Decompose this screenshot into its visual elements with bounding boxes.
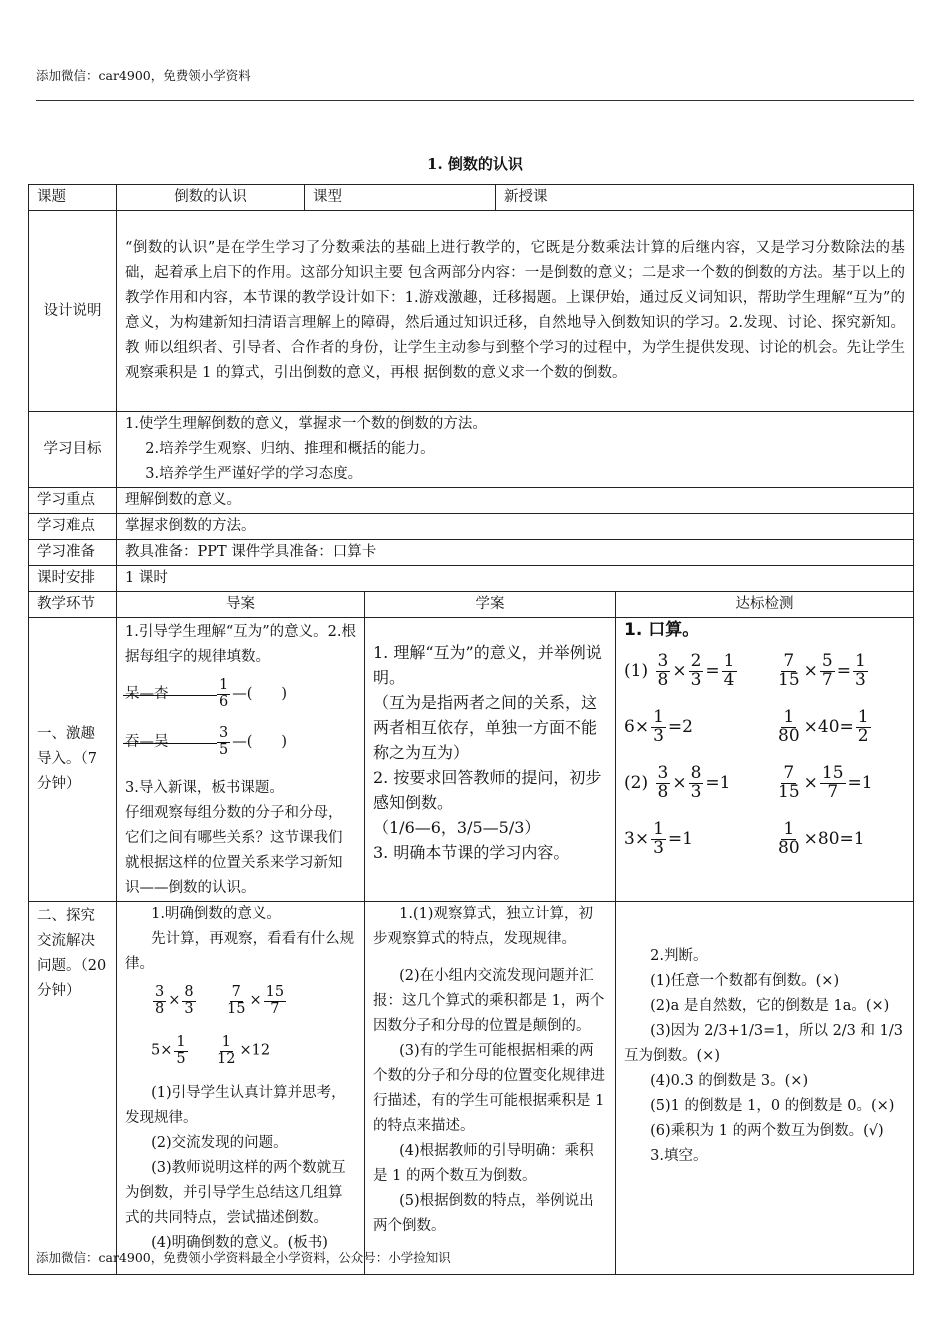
design-text: “倒数的认识”是在学生学习了分数乘法的基础上进行教学的，它既是分数乘法计算的后继内容，又是学习分数除法的基础，起着承上启下的作用。这部分知识主要 包含两部分内容：一是倒数的意义；二是求一个数的倒数的方法。基于以上的教学作用和内容，本节课的教学设计如下：1.游戏激趣，迁移揭题。上课伊始，通过反义词知识，帮助学生理解“互为”的意义，为构建新知扫清语言理解上的障碍，然后通过知识迁移，自然地导入倒数知识的学习。2.发现、讨论、探究新知。教 师以组织者、引导者、合作者的身份，让学生主动参与到整个学习的过程中，为学生提供发现、讨论的机会。先让学生观察乘积是 1 的算式，引出倒数的意义，再根 据倒数的意义求一个数的倒数。: [117, 211, 914, 412]
column-header-row: [29, 592, 914, 618]
topic-value: 倒数的认识: [117, 185, 305, 211]
example-expr: $\frac{7}{15}$ × $\frac{15}{7}$: [227, 984, 285, 1017]
preparation-row: [29, 540, 914, 566]
guide-intro: 1.引导学生理解“互为”的意义。2.根据每组字的规律填数。: [125, 624, 356, 665]
blank: —( ): [232, 733, 288, 750]
design-row: [29, 211, 914, 412]
type-value: 新授课: [496, 185, 914, 211]
math-expr: (1) $\frac{3}{8}$ × $\frac{2}{3}$ = $\frac{1}{4}$: [624, 650, 735, 690]
check-title: 2.判断。: [650, 948, 708, 964]
study-line: 1.(1)观察算式，独立计算，初步观察算式的特点，发现规律。: [373, 906, 593, 947]
check-item: (1)任意一个数都有倒数。(×): [650, 973, 840, 989]
difficulty-value: 掌握求倒数的方法。: [117, 514, 914, 540]
word-pair-text: 呆—杏: [125, 682, 215, 707]
guide-line: (3)教师说明这样的两个数就互为倒数，并引导学生总结这几组算式的共同特点，尝试描述倒数。: [125, 1160, 346, 1226]
word-pair-text: 吞—吴: [125, 730, 215, 755]
section-2-check: [616, 902, 914, 1275]
guide-line: (1)引导学生认真计算并思考，发现规律。: [125, 1085, 346, 1126]
key-row: [29, 488, 914, 514]
goal-item: 2.培养学生观察、归纳、推理和概括的能力。: [145, 441, 435, 457]
section-1-row: [29, 618, 914, 902]
check-item: (2)a 是自然数，它的倒数是 1a。(×): [650, 998, 890, 1014]
preparation-value: 教具准备：PPT 课件学具准备：口算卡: [117, 540, 914, 566]
difficulty-label: 学习难点: [29, 514, 117, 540]
schedule-row: [29, 566, 914, 592]
math-expr: 6× $\frac{1}{3}$ =2: [624, 706, 693, 746]
section-2-row: [29, 902, 914, 1275]
study-line: 3. 明确本节课的学习内容。: [373, 843, 570, 862]
check-item: (4)0.3 的倒数是 3。(×): [650, 1073, 809, 1089]
check-item: 3.填空。: [650, 1148, 708, 1164]
fraction: $\frac{1}{6}$: [219, 677, 229, 710]
page-header: 添加微信：car4900，免费领小学资料: [36, 68, 251, 83]
study-line: (5)根据倒数的特点，举例说出两个倒数。: [373, 1193, 594, 1234]
math-expr: 3× $\frac{1}{3}$ =1: [624, 818, 693, 858]
math-expr: (2) $\frac{3}{8}$ × $\frac{8}{3}$ =1: [624, 762, 731, 802]
study-line: 2. 按要求回答教师的提问，初步感知倒数。: [373, 768, 602, 812]
example-expr: 5× $\frac{1}{5}$: [151, 1034, 186, 1067]
check-item: (3)因为 2/3+1/3=1，所以 2/3 和 1/3 互为倒数。(×): [624, 1023, 903, 1064]
math-expr: $\frac{1}{80}$ ×80=1: [778, 818, 865, 858]
col-link: 教学环节: [29, 592, 117, 618]
goals-row: [29, 412, 914, 488]
type-label: 课型: [305, 185, 496, 211]
example-expr: $\frac{1}{12}$ ×12: [217, 1034, 271, 1067]
example-row-1: [125, 977, 356, 1025]
key-label: 学习重点: [29, 488, 117, 514]
section-1-label: 一、激趣导入。（7 分钟）: [29, 618, 117, 902]
section-2-label: 二、探究交流解决问题。（20 分钟）: [29, 902, 117, 1275]
math-row-2: [624, 699, 905, 755]
section-2-study: [365, 902, 616, 1275]
page-title: 1. 倒数的认识: [427, 155, 523, 173]
col-guide: 导案: [117, 592, 365, 618]
section-1-check: [616, 618, 914, 902]
math-expr: $\frac{7}{15}$ × $\frac{15}{7}$ =1: [778, 762, 873, 802]
difficulty-row: [29, 514, 914, 540]
section-1-guide: [117, 618, 365, 902]
section-2-guide: [117, 902, 365, 1275]
math-row-4: [624, 811, 905, 867]
fraction: $\frac{3}{5}$: [219, 725, 229, 758]
page-footer: 添加微信：car4900，免费领小学资料最全小学资料，公众号：小学捡知识: [36, 1250, 451, 1265]
example-row-2: [125, 1025, 356, 1077]
guide-line: 仔细观察每组分数的分子和分母，它们之间有哪些关系？这节课我们就根据这样的位置关系来学习新知识——倒数的认识。: [125, 805, 343, 896]
lesson-plan-table: [28, 184, 914, 1275]
example-expr: $\frac{3}{8}$ × $\frac{8}{3}$: [155, 984, 194, 1017]
study-line: 1. 理解“互为”的意义，并举例说明。: [373, 643, 602, 687]
math-expr: $\frac{1}{80}$ ×40= $\frac{1}{2}$: [778, 706, 869, 746]
guide-line: 先计算，再观察，看看有什么规律。: [125, 931, 355, 972]
section-1-study: [365, 618, 616, 902]
math-row-1: [624, 643, 905, 699]
design-label: 设计说明: [29, 211, 117, 412]
goal-item: 1.使学生理解倒数的意义，掌握求一个数的倒数的方法。: [125, 416, 487, 432]
math-expr: $\frac{7}{15}$ × $\frac{5}{7}$ = $\frac{1}{3}$: [778, 650, 866, 690]
math-row-3: [624, 755, 905, 811]
study-line: (4)根据教师的引导明确：乘积是 1 的两个数互为倒数。: [373, 1143, 594, 1184]
check-item: (5)1 的倒数是 1，0 的倒数是 0。(×): [650, 1098, 895, 1114]
study-line: (2)在小组内交流发现问题并汇报：这几个算式的乘积都是 1，两个因数分子和分母的位置是颠倒的。: [373, 968, 605, 1034]
guide-line: (4)明确倒数的意义。(板书): [151, 1235, 328, 1251]
schedule-label: 课时安排: [29, 566, 117, 592]
study-line: （互为是指两者之间的关系，这两者相互依存，单独一方面不能称之为互为）: [373, 693, 598, 762]
guide-line: 1.明确倒数的意义。: [151, 906, 281, 922]
goals-cell: [117, 412, 914, 488]
header-divider: [36, 100, 914, 101]
check-item: (6)乘积为 1 的两个数互为倒数。(√): [650, 1123, 884, 1139]
blank: —( ): [232, 685, 288, 702]
goals-label: 学习目标: [29, 412, 117, 488]
topic-label: 课题: [29, 185, 117, 211]
word-pair-1: [125, 674, 356, 714]
schedule-value: 1 课时: [117, 566, 914, 592]
key-value: 理解倒数的意义。: [117, 488, 914, 514]
topic-row: [29, 185, 914, 211]
col-check: 达标检测: [616, 592, 914, 618]
preparation-label: 学习准备: [29, 540, 117, 566]
goal-item: 3.培养学生严谨好学的学习态度。: [145, 466, 363, 482]
guide-line: 3.导入新课，板书课题。: [125, 780, 284, 796]
study-line: （1/6—6，3/5—5/3）: [373, 818, 541, 837]
check-title: 1. 口算。: [624, 620, 700, 640]
guide-line: (2)交流发现的问题。: [151, 1135, 288, 1151]
col-study: 学案: [365, 592, 616, 618]
study-line: (3)有的学生可能根据相乘的两个数的分子和分母的位置变化规律进行描述，有的学生可能根据乘积是 1 的特点来描述。: [373, 1043, 605, 1134]
word-pair-2: [125, 722, 356, 762]
